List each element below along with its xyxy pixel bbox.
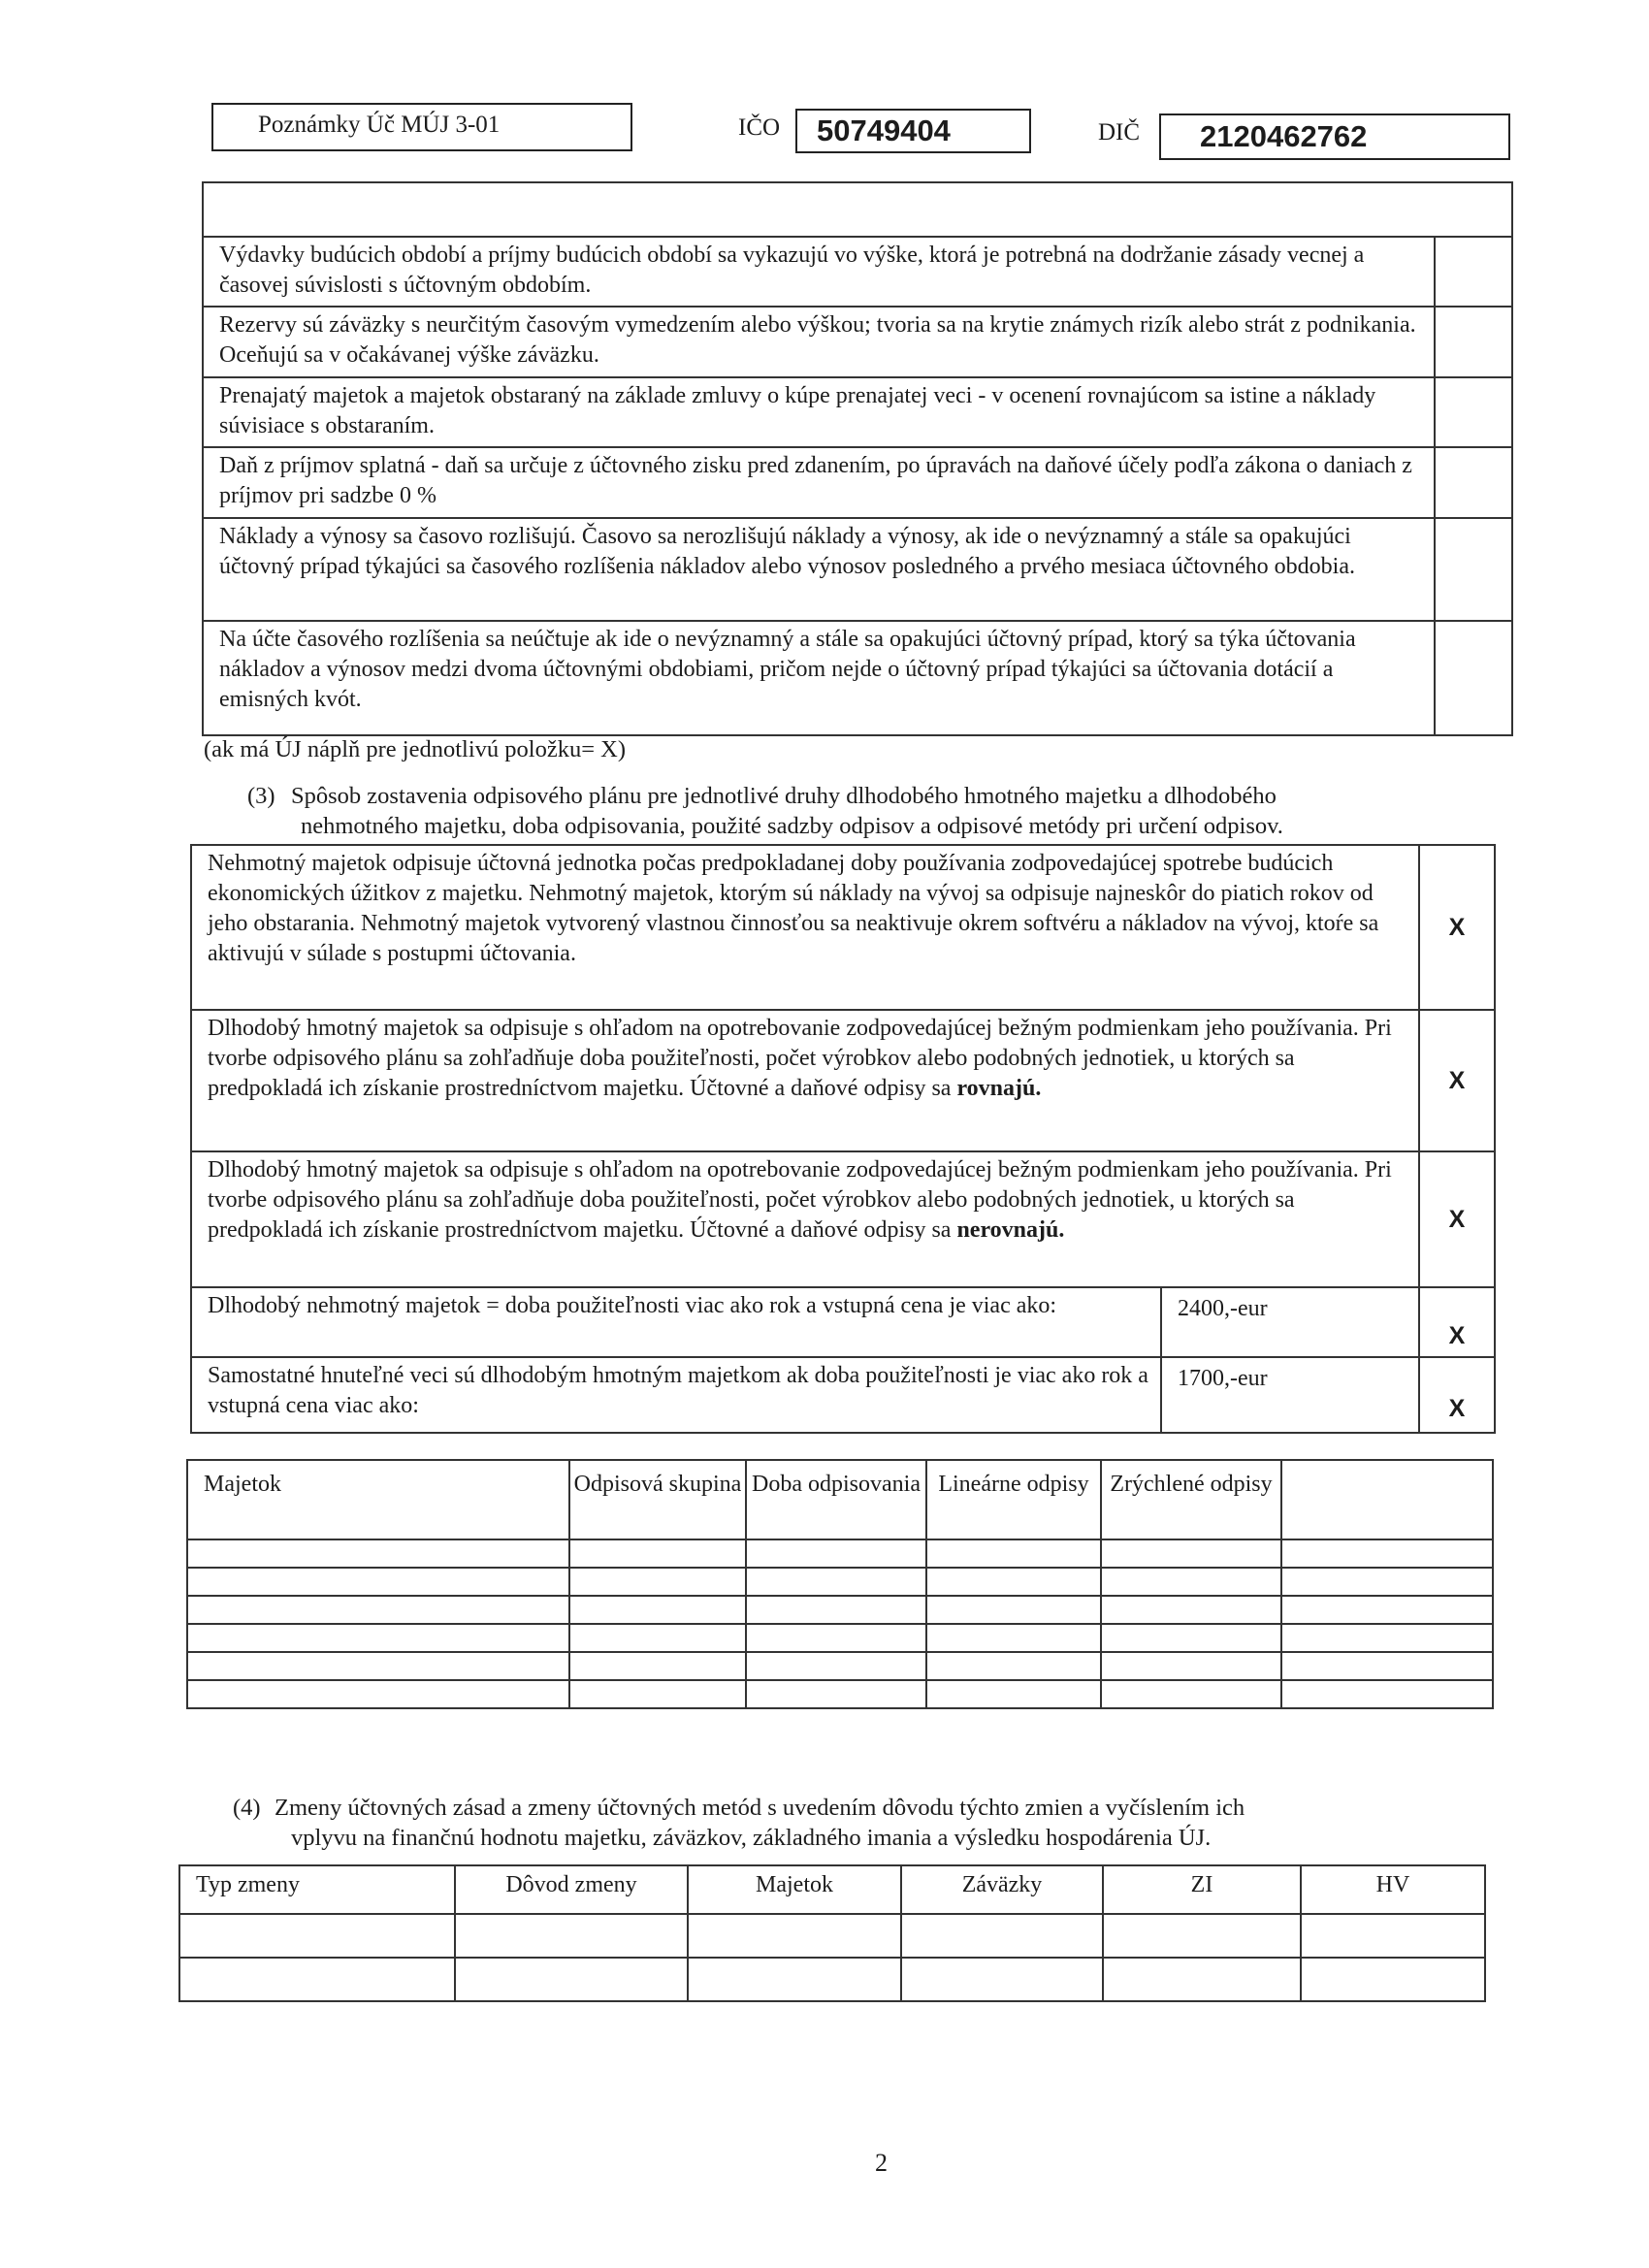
form-label-box: [211, 103, 632, 151]
table-cell: [1281, 1539, 1493, 1568]
table-row: [187, 1680, 1493, 1708]
table-cell: [688, 1914, 901, 1958]
table-cell: [901, 1914, 1103, 1958]
table-cell: [926, 1624, 1101, 1652]
section3-title-line2: nehmotného majetku, doba odpisovania, použité sadzby odpisov a odpisové metódy pri určení odpisov.: [301, 813, 1283, 839]
method-row: [191, 845, 1495, 1010]
table-cell: [569, 1680, 746, 1708]
method-text: [191, 845, 1419, 1010]
policy-mark: [1435, 307, 1512, 377]
table-cell: [1281, 1652, 1493, 1680]
table-cell: [455, 1958, 688, 2001]
dic-label: DIČ: [1098, 119, 1141, 146]
policy-text: Prenajatý majetok a majetok obstaraný na základe zmluvy o kúpe prenajatej veci - v ocenení rovnajúcom sa istine a náklady súvisiace s obstaraním.: [203, 377, 1435, 447]
depreciation-header-row: [187, 1460, 1493, 1539]
table-cell: [746, 1652, 926, 1680]
col-header-dovod-zmeny: Dôvod zmeny: [455, 1865, 688, 1914]
dic-box: [1159, 113, 1510, 160]
policies-header-row: [203, 182, 1512, 237]
dic-value: 2120462762: [1200, 119, 1368, 153]
col-header-zi: ZI: [1103, 1865, 1301, 1914]
section4-title-line2: vplyvu na finančnú hodnotu majetku, záväzkov, základného imania a výsledku hospodárenia ÚJ.: [291, 1825, 1212, 1851]
table-cell: [187, 1624, 569, 1652]
table-cell: [569, 1596, 746, 1624]
table-cell: [926, 1539, 1101, 1568]
table-cell: [179, 1958, 455, 2001]
ico-box: [795, 109, 1031, 153]
policy-row: [203, 377, 1512, 447]
col-header-majetok: Majetok: [688, 1865, 901, 1914]
table-cell: [1101, 1568, 1281, 1596]
section4-number: (4): [233, 1795, 261, 1821]
table-row: [187, 1539, 1493, 1568]
policy-text: Výdavky budúcich období a príjmy budúcich období sa vykazujú vo výške, ktorá je potrebná na dodržanie zásady vecnej a časovej súvislosti s účtovným obdobím.: [203, 237, 1435, 307]
table-cell: [1281, 1680, 1493, 1708]
table-cell: [455, 1914, 688, 1958]
table-cell: [746, 1680, 926, 1708]
policies-footnote: (ak má ÚJ náplň pre jednotlivú položku= X): [204, 736, 626, 762]
col-header-zavazky: Záväzky: [901, 1865, 1103, 1914]
table-cell: [187, 1652, 569, 1680]
policy-text: Rezervy sú záväzky s neurčitým časovým vymedzením alebo výškou; tvoria sa na krytie známych rizík alebo strát z podnikania. Oceňujú sa v očakávanej výške záväzku.: [203, 307, 1435, 377]
policy-row: [203, 621, 1512, 735]
col-header-hv: HV: [1301, 1865, 1485, 1914]
table-cell: [746, 1539, 926, 1568]
depreciation-plan-table: [186, 1459, 1494, 1709]
table-row: [179, 1914, 1485, 1958]
table-cell: [1103, 1914, 1301, 1958]
changes-table: [178, 1864, 1486, 2002]
threshold-mark: X: [1419, 1287, 1495, 1357]
table-cell: [187, 1568, 569, 1596]
col-header-majetok: Majetok: [187, 1460, 569, 1539]
policy-text: Daň z príjmov splatná - daň sa určuje z účtovného zisku pred zdanením, po úpravách na daňové účely podľa zákona o daniach z príjmov pri sadzbe 0 %: [203, 447, 1435, 518]
policy-row: [203, 237, 1512, 307]
policy-mark: [1435, 237, 1512, 307]
method-row: [191, 1151, 1495, 1287]
col-header-zrychlene-odpisy: Zrýchlené odpisy: [1101, 1460, 1281, 1539]
policy-mark: [1435, 621, 1512, 735]
page-number: 2: [875, 2149, 888, 2177]
threshold-row: [191, 1287, 1495, 1357]
method-row: [191, 1010, 1495, 1151]
col-header-doba-odpisovania: Doba odpisovania: [746, 1460, 926, 1539]
policy-mark: [1435, 447, 1512, 518]
table-row: [187, 1652, 1493, 1680]
table-cell: [1301, 1958, 1485, 2001]
policy-mark: [1435, 518, 1512, 621]
table-cell: [569, 1624, 746, 1652]
table-cell: [746, 1596, 926, 1624]
table-cell: [1301, 1914, 1485, 1958]
col-header-linearne-odpisy: Lineárne odpisy: [926, 1460, 1101, 1539]
table-cell: [688, 1958, 901, 2001]
table-cell: [926, 1596, 1101, 1624]
table-cell: [1103, 1958, 1301, 2001]
ico-label: IČO: [738, 114, 781, 141]
table-cell: [746, 1568, 926, 1596]
table-row: [187, 1596, 1493, 1624]
method-mark: X: [1419, 845, 1495, 1010]
table-cell: [746, 1624, 926, 1652]
table-cell: [1101, 1624, 1281, 1652]
threshold-value: 1700,-eur: [1161, 1357, 1419, 1433]
section3-title-line1: Spôsob zostavenia odpisového plánu pre jednotlivé druhy dlhodobého hmotného majetku a dlhodobého: [291, 783, 1277, 809]
threshold-row: [191, 1357, 1495, 1433]
col-header-blank: [1281, 1460, 1493, 1539]
changes-header-row: [179, 1865, 1485, 1914]
table-row: [187, 1568, 1493, 1596]
table-cell: [569, 1539, 746, 1568]
method-mark: X: [1419, 1151, 1495, 1287]
table-cell: [1281, 1624, 1493, 1652]
method-text: [191, 1010, 1419, 1151]
threshold-text: Dlhodobý nehmotný majetok = doba použiteľnosti viac ako rok a vstupná cena je viac ako:: [191, 1287, 1161, 1357]
table-cell: [901, 1958, 1103, 2001]
policy-mark: [1435, 377, 1512, 447]
policy-text: Na účte časového rozlíšenia sa neúčtuje ak ide o nevýznamný a stále sa opakujúci účtovný prípad, ktorý sa týka účtovania nákladov a výnosov medzi dvoma účtovnými obdobiami, pričom nejde o účtovný prípad týkajúci sa účtovania dotácií a emisných kvót.: [203, 621, 1435, 735]
table-cell: [187, 1680, 569, 1708]
section3-number: (3): [247, 783, 275, 809]
table-cell: [1281, 1596, 1493, 1624]
col-header-typ-zmeny: Typ zmeny: [179, 1865, 455, 1914]
table-cell: [1101, 1652, 1281, 1680]
threshold-text: Samostatné hnuteľné veci sú dlhodobým hmotným majetkom ak doba použiteľnosti je viac ako rok a vstupná cena viac ako:: [191, 1357, 1161, 1433]
table-cell: [569, 1652, 746, 1680]
policy-text: Náklady a výnosy sa časovo rozlišujú. Časovo sa nerozlišujú náklady a výnosy, ak ide o nevýznamný a stále sa opakujúci účtovný prípad týkajúci sa časového rozlíšenia nákladov alebo výnosov posledného a prvého mesiaca účtovného obdobia.: [203, 518, 1435, 621]
table-cell: [926, 1568, 1101, 1596]
table-cell: [1281, 1568, 1493, 1596]
section4-title-line1: Zmeny účtovných zásad a zmeny účtovných metód s uvedením dôvodu týchto zmien a vyčíslením ich: [275, 1795, 1245, 1821]
threshold-value: 2400,-eur: [1161, 1287, 1419, 1357]
table-row: [187, 1624, 1493, 1652]
policy-row: [203, 518, 1512, 621]
table-cell: [1101, 1539, 1281, 1568]
method-text-body: Dlhodobý hmotný majetok sa odpisuje s ohľadom na opotrebovanie zodpovedajúcej bežným podmienkam jeho používania. Pri tvorbe odpisového plánu sa zohľadňuje doba použiteľnosti, počet výrobkov alebo podobných jednotiek, u ktorých sa predpokladá ich získanie prostredníctvom majetku. Účtovné a daňové odpisy sa: [208, 1157, 1392, 1243]
method-text-body: Dlhodobý hmotný majetok sa odpisuje s ohľadom na opotrebovanie zodpovedajúcej bežným podmienkam jeho používania. Pri tvorbe odpisového plánu sa zohľadňuje doba použiteľnosti, počet výrobkov alebo podobných jednotiek, u ktorých sa predpokladá ich získanie prostredníctvom majetku. Účtovné a daňové odpisy sa: [208, 1016, 1392, 1101]
table-cell: [1101, 1596, 1281, 1624]
table-cell: [187, 1539, 569, 1568]
method-mark: X: [1419, 1010, 1495, 1151]
table-cell: [569, 1568, 746, 1596]
table-cell: [179, 1914, 455, 1958]
policy-row: [203, 447, 1512, 518]
threshold-mark: X: [1419, 1357, 1495, 1433]
table-cell: [1101, 1680, 1281, 1708]
table-cell: [926, 1652, 1101, 1680]
method-text-bold: nerovnajú.: [956, 1217, 1065, 1243]
method-text: [191, 1151, 1419, 1287]
depreciation-policy-table: [190, 844, 1496, 1434]
policy-row: [203, 307, 1512, 377]
ico-value: 50749404: [817, 113, 951, 147]
method-text-bold: rovnajú.: [956, 1076, 1042, 1101]
method-text-body: Nehmotný majetok odpisuje účtovná jednotka počas predpokladanej doby používania zodpovedajúcej spotrebe budúcich ekonomických úžitkov z majetku. Nehmotný majetok, ktorým sú náklady na vývoj sa odpisuje najneskôr do piatich rokov od jeho obstarania. Nehmotný majetok vytvorený vlastnou činnosťou sa neaktivuje okrem softvéru a nákladov na vývoj, ktoŕe sa aktivujú v súlade s postupmi účtovania.: [208, 851, 1379, 966]
form-label: Poznámky Úč MÚJ 3-01: [258, 112, 501, 138]
table-row: [179, 1958, 1485, 2001]
table-cell: [926, 1680, 1101, 1708]
col-header-odpisova-skupina: Odpisová skupina: [569, 1460, 746, 1539]
policies-table: [202, 181, 1513, 736]
table-cell: [187, 1596, 569, 1624]
